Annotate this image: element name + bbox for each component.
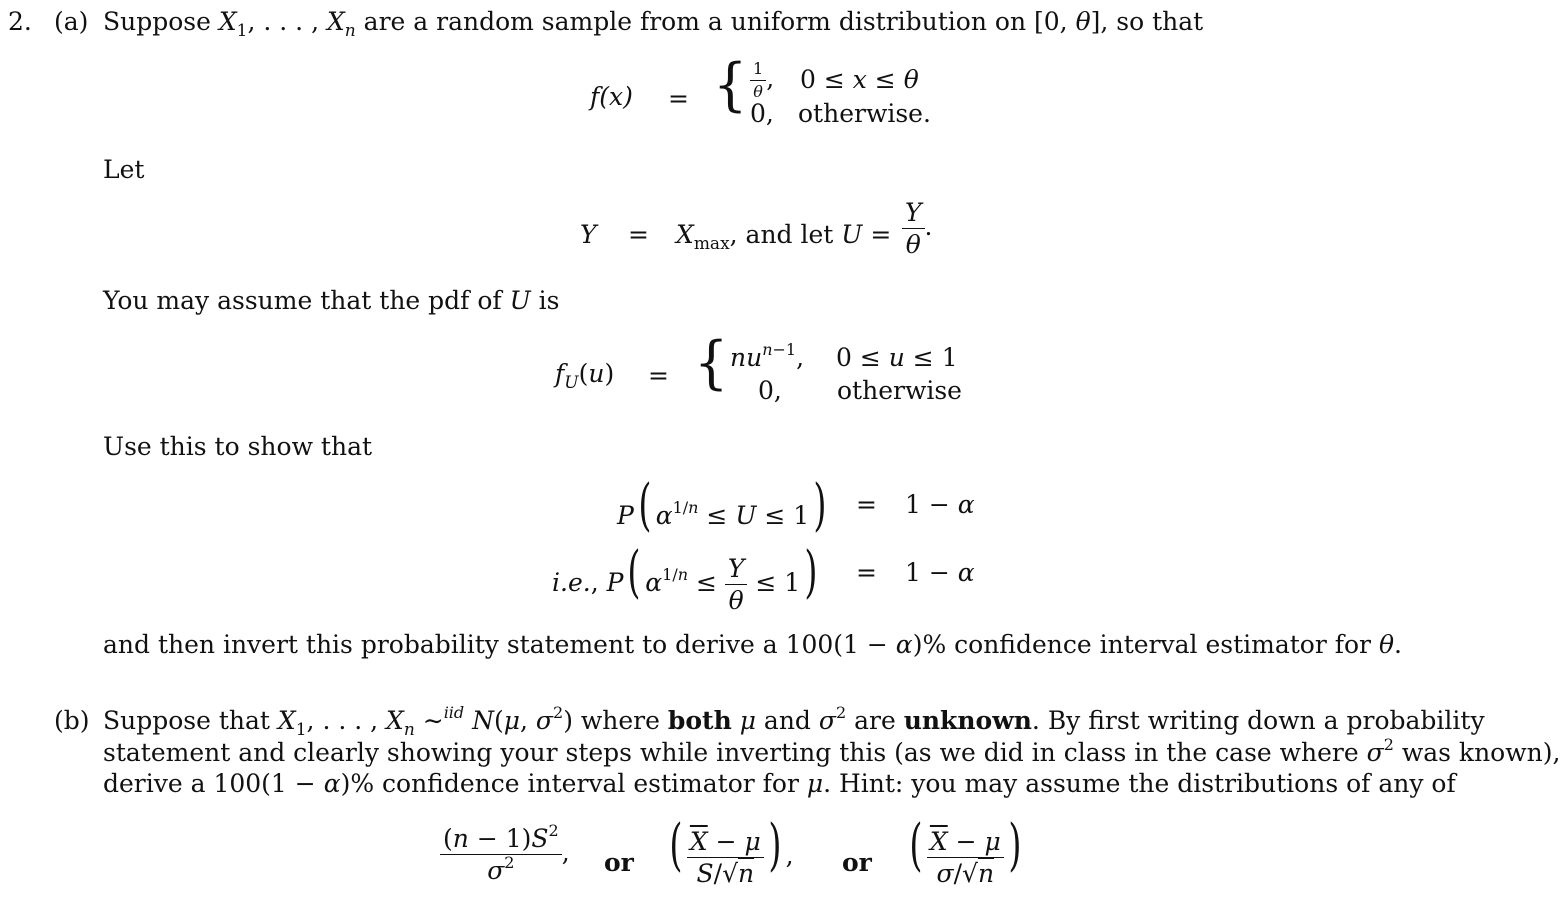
pdf-u-brace: { — [694, 329, 729, 396]
or-label-1: or — [604, 848, 634, 877]
assume-text: You may assume that the pdf of U is — [103, 286, 560, 315]
part-b-line3: derive a 100(1 − α)% confidence interval estimator for μ. Hint: you may assume the distributions of any of — [103, 769, 1456, 798]
prob1-eq: = — [856, 490, 877, 519]
pdf-u-eq: = — [648, 361, 669, 390]
pdf-f-case1-cond: 0 ≤ x ≤ θ — [800, 65, 919, 94]
or-label-2: or — [842, 848, 872, 877]
pdf-f-lhs: f(x) — [590, 82, 633, 111]
part-a-intro: Suppose $X_1$, . . . , $X_n$ are a random sample from a uniform distribution on [0, θ], so that — [103, 7, 1204, 41]
prob1-lhs: P( $\alpha^{1/n} \le U \le 1$) — [617, 473, 827, 538]
prob2-eq: = — [856, 558, 877, 587]
show-text: Use this to show that — [103, 432, 373, 461]
def-y-lhs: Y — [580, 220, 597, 249]
prob2-rhs: 1 − α — [905, 558, 975, 587]
expr1: $\frac{(n - 1)S^2}{\sigma^2}$ , — [440, 826, 570, 883]
problem-number: 2. — [8, 7, 32, 36]
pdf-u-case2-cond: otherwise — [837, 376, 962, 405]
pdf-f-case1-value: $\frac{1}{\theta}$ , — [750, 61, 774, 100]
prob1-rhs: 1 − α — [905, 490, 975, 519]
expr3: ( $\frac{\overline{X} - \mu}{\sigma/√n}$ ) — [909, 813, 1022, 888]
invert-text: and then invert this probability statement to derive a 100(1 − α)% confidence interval estimator for θ. — [103, 630, 1402, 659]
pdf-u-lhs: $f_U(u)$ — [555, 359, 615, 393]
pdf-f-case2-cond: otherwise. — [798, 99, 931, 128]
part-b-label: (b) — [54, 706, 90, 735]
pdf-f-eq: = — [668, 84, 689, 113]
pdf-f-brace: { — [713, 51, 748, 118]
let-text: Let — [103, 155, 145, 184]
pdf-f-case2-value: 0, — [750, 99, 774, 128]
part-a-label: (a) — [54, 7, 89, 36]
prob2-lhs: i.e., P( $\alpha^{1/n}$ ≤ $\frac{Y}{\theta}$ ≤ 1) — [552, 540, 818, 615]
pdf-u-case1-value: $nu^{n-1}$, — [730, 340, 805, 372]
expr2: ( $\frac{\overline{X} - \mu}{S/√n}$ ) , — [669, 813, 794, 888]
def-y-rhs: $X_{max}$, and let U = — [676, 220, 892, 254]
part-b-line2: statement and clearly showing your steps while inverting this (as we did in class in the case where $\sigma^2$ was known), — [103, 735, 1560, 767]
def-y-eq: = — [628, 220, 649, 249]
pdf-u-case1-cond: 0 ≤ u ≤ 1 — [836, 343, 958, 372]
pdf-u-case2-value: 0, — [758, 376, 782, 405]
def-y-frac: $\frac{Y}{\theta}$ . — [902, 200, 932, 257]
part-b-line1: Suppose that $X_1$, . . . , $X_n$ ∼$^{iid}$ N(μ, $\sigma^2$) where both μ and $\sigma^2$ are unknown. By first writing down a probability — [103, 703, 1485, 740]
